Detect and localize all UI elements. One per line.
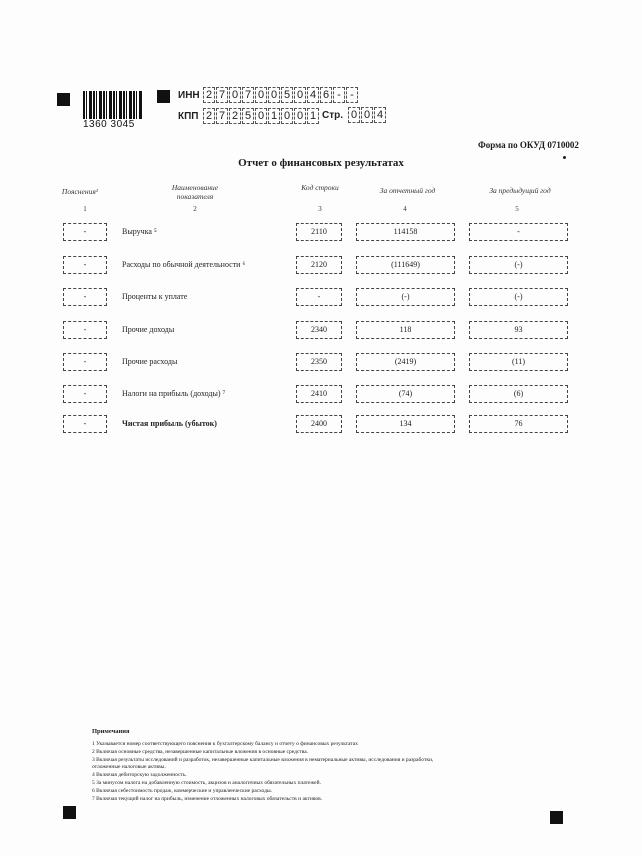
col-num-1: 1 — [83, 205, 87, 213]
row-ref-cell: - — [63, 385, 107, 403]
row-previous-cell: 93 — [469, 321, 568, 339]
row-code-cell: 2340 — [296, 321, 342, 339]
col-header-current: За отчетный год — [379, 186, 436, 195]
col-header-name: Наименование показателя — [171, 183, 219, 201]
kpp-digit: 0 — [294, 108, 306, 124]
col-num-3: 3 — [318, 205, 322, 213]
row-current-cell: 134 — [356, 415, 455, 433]
note-7: 7 Включая текущий налог на прибыль, изменение отложенных налоговых обязательств и активов. — [92, 796, 323, 802]
row-name: Налоги на прибыль (доходы) ⁷ — [122, 389, 226, 398]
row-previous-cell: - — [469, 223, 568, 241]
row-code-cell: 2400 — [296, 415, 342, 433]
note-6: 6 Включая себестоимость продаж, коммерческие и управленческие расходы. — [92, 788, 273, 794]
row-ref-cell: - — [63, 415, 107, 433]
note-1: 1 Указывается номер соответствующего пояснения к бухгалтерскому балансу и отчету о финансовых результатах — [92, 741, 358, 747]
page-label: Стр. — [322, 110, 344, 121]
kpp-digit: 2 — [203, 108, 215, 124]
row-ref-cell: - — [63, 353, 107, 371]
row-code-cell: - — [296, 288, 342, 306]
kpp-digit: 1 — [307, 108, 319, 124]
table-row-net-profit — [0, 415, 642, 435]
kpp-cells — [203, 108, 320, 124]
barcode-image — [83, 91, 143, 119]
note-5: 5 За минусом налога на добавленную стоимость, акцизов и аналогичных обязательных платежей. — [92, 780, 321, 786]
row-name: Проценты к уплате — [122, 292, 188, 301]
row-code-cell: 2110 — [296, 223, 342, 241]
inn-digit: 7 — [242, 87, 254, 103]
inn-digit: 0 — [255, 87, 267, 103]
barcode-number: 1360 3045 — [83, 119, 135, 130]
page-digit: 0 — [361, 107, 373, 123]
table-row-expenses — [0, 256, 642, 276]
row-previous-cell: (11) — [469, 353, 568, 371]
kpp-label: КПП — [178, 111, 199, 122]
notes-title: Примечания — [92, 728, 130, 735]
col-header-code: Код строки — [301, 183, 339, 192]
table-row-revenue — [0, 223, 642, 243]
kpp-digit: 2 — [229, 108, 241, 124]
row-current-cell: 118 — [356, 321, 455, 339]
col-num-4: 4 — [403, 205, 407, 213]
col-header-ref: Пояснения¹ — [61, 187, 99, 196]
col-num-2: 2 — [193, 205, 197, 213]
inn-digit: 2 — [203, 87, 215, 103]
col-header-previous: За предыдущий год — [489, 186, 551, 195]
inn-digit: 5 — [281, 87, 293, 103]
row-name: Выручка ⁵ — [122, 227, 157, 236]
note-4: 4 Включая дебиторскую задолженность. — [92, 772, 187, 778]
report-title: Отчет о финансовых результатах — [238, 157, 404, 169]
table-row-interest — [0, 288, 642, 308]
row-code-cell: 2410 — [296, 385, 342, 403]
inn-digit: 0 — [268, 87, 280, 103]
registration-marker-bottom-left — [63, 806, 76, 819]
registration-marker-top-mid — [157, 90, 170, 103]
row-current-cell: (2419) — [356, 353, 455, 371]
row-current-cell: (74) — [356, 385, 455, 403]
row-current-cell: (111649) — [356, 256, 455, 274]
registration-marker-top-left — [57, 93, 70, 106]
row-ref-cell: - — [63, 256, 107, 274]
kpp-digit: 0 — [281, 108, 293, 124]
row-current-cell: 114158 — [356, 223, 455, 241]
kpp-digit: 1 — [268, 108, 280, 124]
kpp-digit: 0 — [255, 108, 267, 124]
page-digit: 0 — [348, 107, 360, 123]
row-ref-cell: - — [63, 288, 107, 306]
row-code-cell: 2120 — [296, 256, 342, 274]
registration-marker-bottom-right — [550, 811, 563, 824]
note-3-cont: отложенные налоговые активы. — [92, 764, 166, 770]
inn-label: ИНН — [178, 90, 200, 101]
row-name: Прочие доходы — [122, 325, 175, 334]
col-num-5: 5 — [515, 205, 519, 213]
row-ref-cell: - — [63, 321, 107, 339]
kpp-digit: 7 — [216, 108, 228, 124]
inn-digit: 7 — [216, 87, 228, 103]
row-name: Чистая прибыль (убыток) — [122, 419, 217, 428]
row-previous-cell: (-) — [469, 288, 568, 306]
row-previous-cell: 76 — [469, 415, 568, 433]
form-okud-code: Форма по ОКУД 0710002 — [478, 140, 579, 150]
kpp-digit: 5 — [242, 108, 254, 124]
row-previous-cell: (6) — [469, 385, 568, 403]
inn-digit: 6 — [320, 87, 332, 103]
note-3: 3 Включая результаты исследований и разработок, незавершенные капитальные вложения в нематериальные активы, исследования и разработки, — [92, 757, 434, 763]
table-row-income-tax — [0, 385, 642, 405]
row-name: Расходы по обычной деятельности ⁶ — [122, 260, 246, 269]
inn-digit: 4 — [307, 87, 319, 103]
row-current-cell: (-) — [356, 288, 455, 306]
inn-digit: - — [346, 87, 358, 103]
row-name: Прочие расходы — [122, 357, 178, 366]
table-row-other-income — [0, 321, 642, 341]
inn-cells — [203, 87, 359, 103]
inn-digit: 0 — [229, 87, 241, 103]
note-2: 2 Включая основные средства, незавершенные капитальные вложения в основные средства. — [92, 749, 309, 755]
table-row-other-expenses — [0, 353, 642, 373]
row-ref-cell: - — [63, 223, 107, 241]
inn-digit: 0 — [294, 87, 306, 103]
inn-digit: - — [333, 87, 345, 103]
page-digit: 4 — [374, 107, 386, 123]
row-previous-cell: (-) — [469, 256, 568, 274]
row-code-cell: 2350 — [296, 353, 342, 371]
page-cells — [348, 107, 387, 123]
